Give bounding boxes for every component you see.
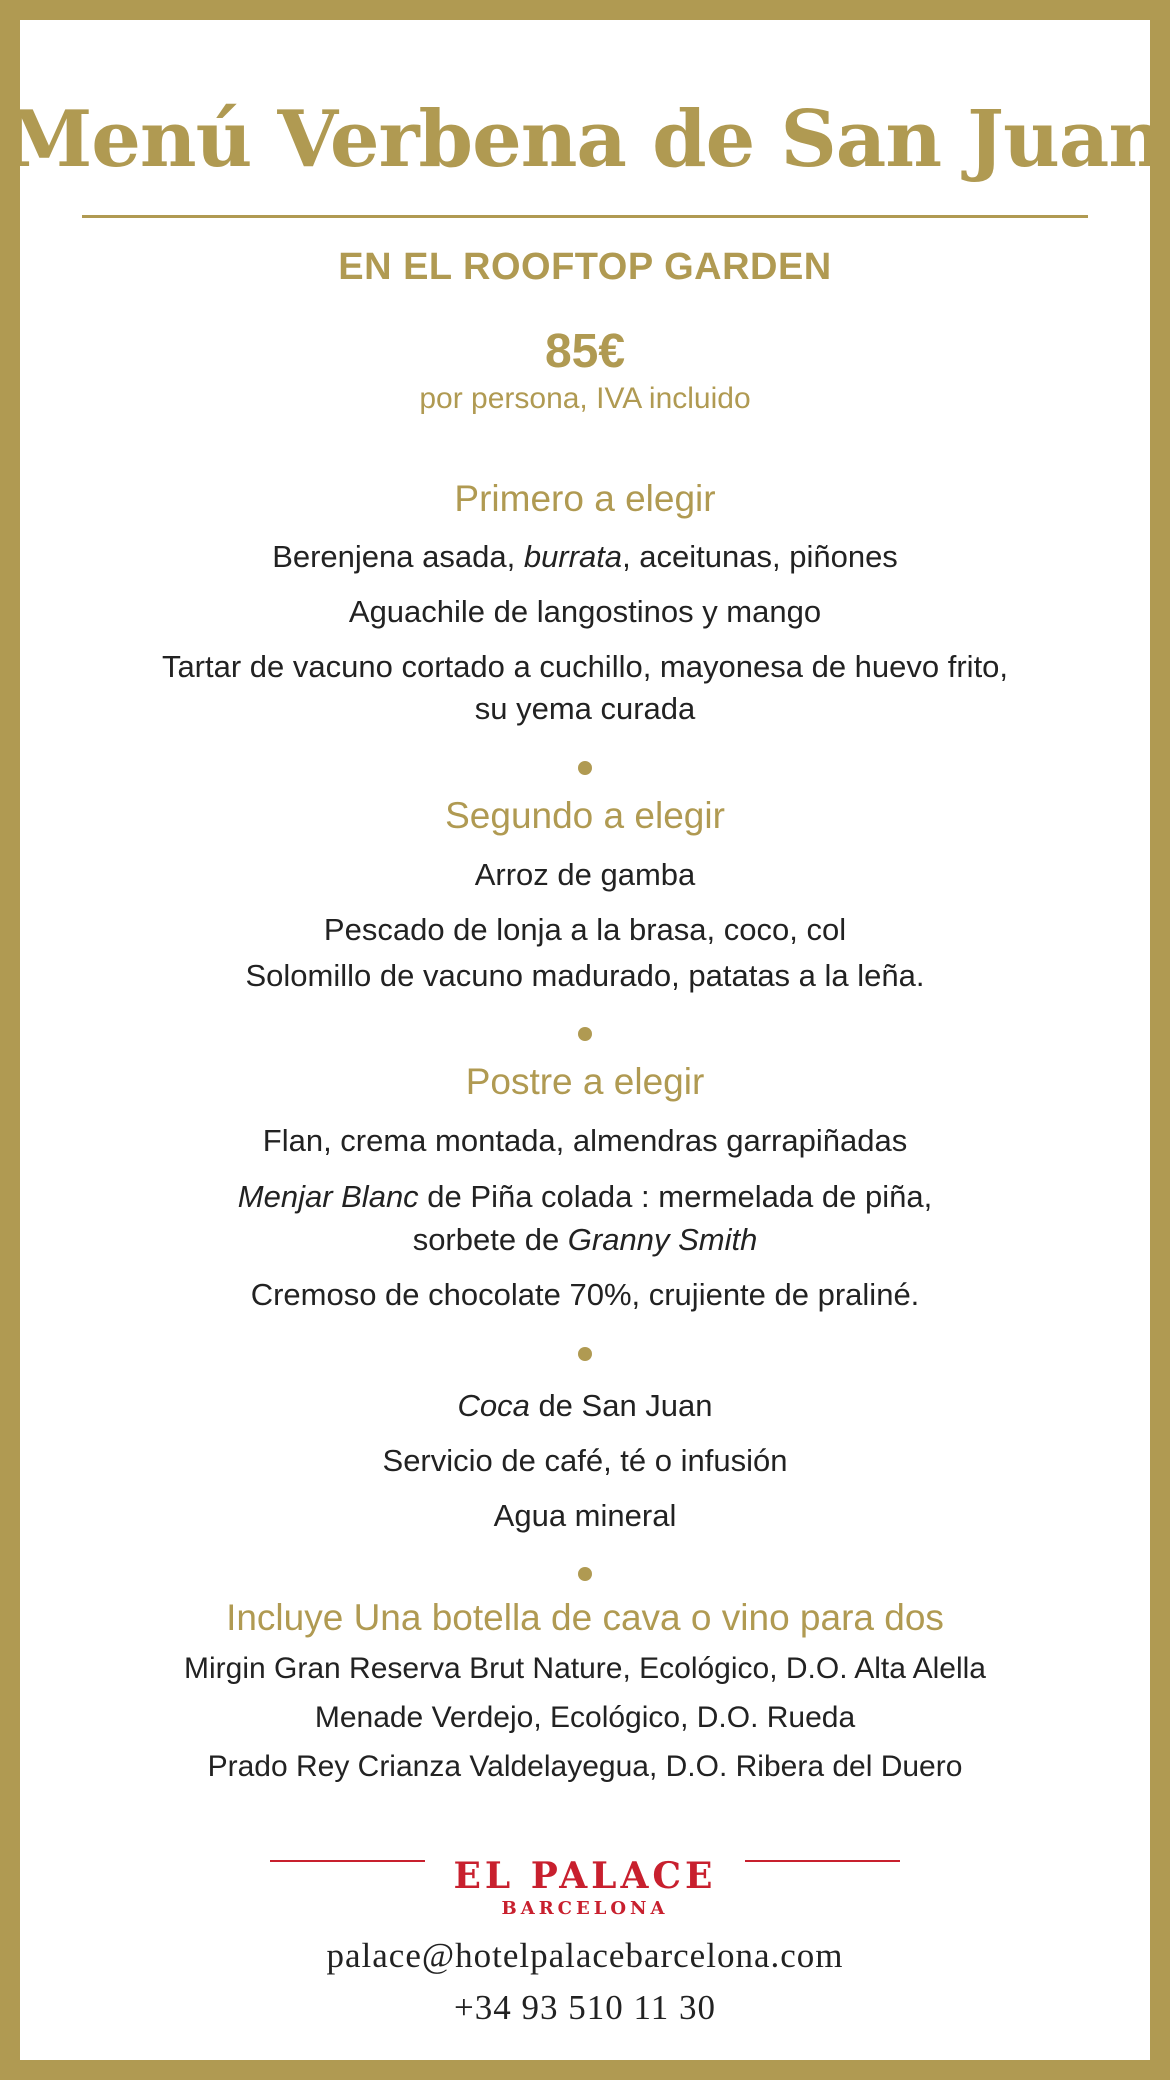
menu-item: Agua mineral bbox=[493, 1498, 677, 1533]
menu-item: Pescado de lonja a la brasa, coco, col bbox=[323, 912, 847, 947]
item-text: , aceitunas, piñones bbox=[622, 539, 898, 574]
section-heading-dessert: Postre a elegir bbox=[465, 1061, 705, 1102]
item-text: sorbete de bbox=[412, 1222, 568, 1257]
menu-item: Tartar de vacuno cortado a cuchillo, mayonesa de huevo frito, bbox=[161, 649, 1009, 684]
menu-item: Cremoso de chocolate 70%, crujiente de praliné. bbox=[250, 1277, 920, 1312]
price-note: por persona, IVA incluido bbox=[419, 382, 751, 415]
section-separator-dot bbox=[578, 761, 592, 775]
wine-item: Menade Verdejo, Ecológico, D.O. Rueda bbox=[314, 1701, 856, 1734]
contact-email[interactable]: palace@hotelpalacebarcelona.com bbox=[326, 1936, 844, 1975]
item-text-italic: burrata bbox=[523, 539, 623, 574]
menu-item bbox=[0, 1219, 1170, 1261]
section-heading-second: Segundo a elegir bbox=[445, 795, 725, 836]
item-text: de San Juan bbox=[529, 1388, 713, 1423]
title-divider bbox=[82, 215, 1088, 218]
wine-item: Mirgin Gran Reserva Brut Nature, Ecológico, D.O. Alta Alella bbox=[183, 1652, 986, 1685]
menu-item: su yema curada bbox=[474, 691, 696, 726]
wine-item: Prado Rey Crianza Valdelayegua, D.O. Ribera del Duero bbox=[207, 1750, 963, 1783]
item-text-italic: Granny Smith bbox=[567, 1222, 758, 1257]
menu-item bbox=[0, 1385, 1170, 1427]
menu-item: Flan, crema montada, almendras garrapiñadas bbox=[262, 1123, 908, 1158]
section-separator-dot bbox=[578, 1567, 592, 1581]
menu-item bbox=[0, 536, 1170, 578]
menu-item bbox=[0, 1176, 1170, 1218]
menu-item: Arroz de gamba bbox=[474, 857, 696, 892]
item-text-italic: Menjar Blanc bbox=[237, 1179, 419, 1214]
hotel-logo-name: EL PALACE bbox=[453, 1855, 717, 1897]
menu-item: Servicio de café, té o infusión bbox=[382, 1443, 788, 1478]
menu-item: Solomillo de vacuno madurado, patatas a la leña. bbox=[245, 958, 925, 993]
item-text-italic: Coca bbox=[457, 1388, 530, 1423]
menu-title: Menú Verbena de San Juan bbox=[5, 94, 1165, 185]
hotel-logo-city: BARCELONA bbox=[501, 1898, 669, 1919]
item-text: Berenjena asada, bbox=[272, 539, 524, 574]
menu-subtitle: EN EL ROOFTOP GARDEN bbox=[338, 246, 832, 288]
menu-price: 85€ bbox=[544, 325, 626, 378]
section-heading-includes: Incluye Una botella de cava o vino para dos bbox=[226, 1597, 944, 1638]
item-text: de Piña colada : mermelada de piña, bbox=[418, 1179, 933, 1214]
menu-item: Aguachile de langostinos y mango bbox=[348, 594, 822, 629]
section-separator-dot bbox=[578, 1027, 592, 1041]
contact-phone[interactable]: +34 93 510 11 30 bbox=[454, 1988, 716, 2027]
section-separator-dot bbox=[578, 1347, 592, 1361]
section-heading-first: Primero a elegir bbox=[454, 478, 716, 519]
